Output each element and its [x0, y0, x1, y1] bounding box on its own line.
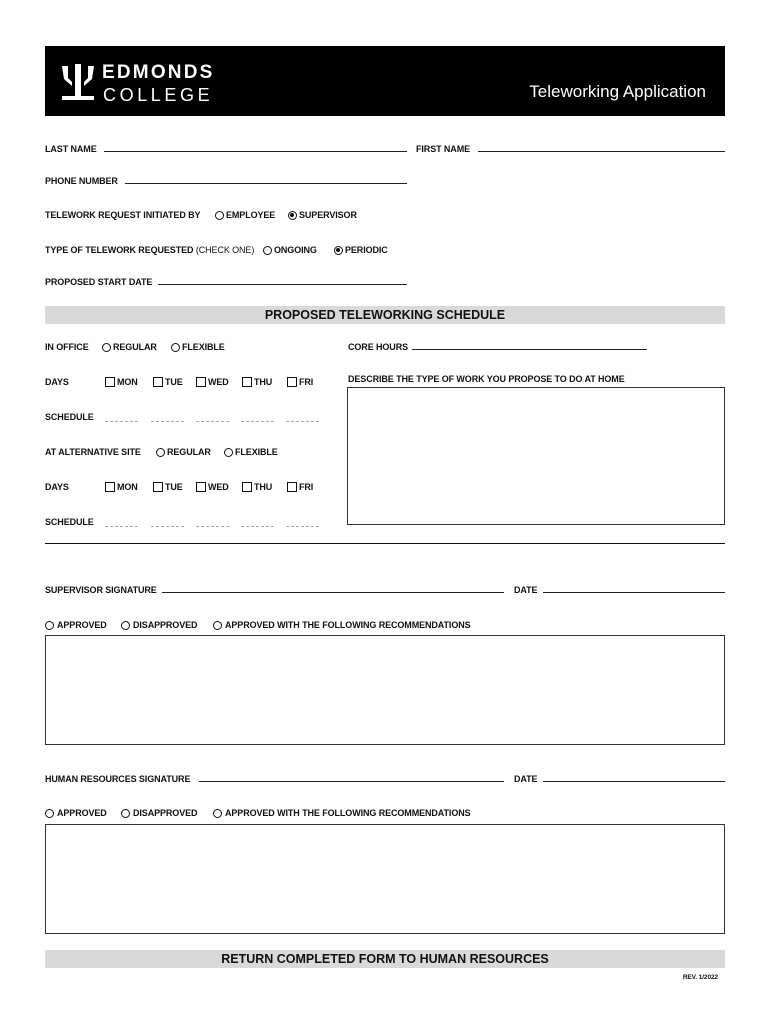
last-name-field[interactable]: [104, 151, 407, 152]
supervisor-disapproved-label: DISAPPROVED: [133, 620, 198, 630]
alt-schedule-fri-field[interactable]: [286, 526, 319, 527]
hr-signature-label: HUMAN RESOURCES SIGNATURE: [45, 774, 191, 784]
periodic-radio[interactable]: [334, 246, 343, 255]
supervisor-disapproved-radio[interactable]: [121, 621, 130, 630]
alt-mon-label: MON: [117, 482, 138, 492]
core-hours-field[interactable]: [412, 349, 647, 350]
in-office-flexible-label: FLEXIBLE: [182, 342, 225, 352]
supervisor-approved-label: APPROVED: [57, 620, 107, 630]
alt-site-flexible-label: FLEXIBLE: [235, 447, 278, 457]
alt-schedule-label: SCHEDULE: [45, 517, 94, 527]
office-schedule-fri-field[interactable]: [286, 421, 319, 422]
alt-days-label: DAYS: [45, 482, 69, 492]
office-thu-checkbox[interactable]: [242, 377, 252, 387]
office-fri-label: FRI: [299, 377, 314, 387]
employee-radio[interactable]: [215, 211, 224, 220]
office-schedule-label: SCHEDULE: [45, 412, 94, 422]
office-thu-label: THU: [254, 377, 273, 387]
hr-approved-recs-label: APPROVED WITH THE FOLLOWING RECOMMENDATIONS: [225, 808, 471, 818]
core-hours-label: CORE HOURS: [348, 342, 409, 352]
alt-wed-checkbox[interactable]: [196, 482, 206, 492]
hr-recommendations-textarea[interactable]: [45, 824, 725, 934]
alt-tue-checkbox[interactable]: [153, 482, 163, 492]
office-tue-label: TUE: [165, 377, 183, 387]
hr-date-field[interactable]: [543, 781, 725, 782]
alt-wed-label: WED: [208, 482, 229, 492]
office-wed-checkbox[interactable]: [196, 377, 206, 387]
last-name-label: LAST NAME: [45, 144, 97, 154]
hr-approved-label: APPROVED: [57, 808, 107, 818]
office-tue-checkbox[interactable]: [153, 377, 163, 387]
initiated-by-label: TELEWORK REQUEST INITIATED BY: [45, 210, 201, 220]
logo-wordmark-edmonds: EDMONDS: [102, 62, 215, 83]
office-schedule-thu-field[interactable]: [241, 421, 274, 422]
phone-number-label: PHONE NUMBER: [45, 176, 118, 186]
alt-schedule-tue-field[interactable]: [151, 526, 184, 527]
revision-label: REV. 1/2022: [682, 974, 718, 981]
alt-schedule-thu-field[interactable]: [241, 526, 274, 527]
office-mon-label: MON: [117, 377, 138, 387]
first-name-label: FIRST NAME: [416, 144, 470, 154]
hr-approved-recs-radio[interactable]: [213, 809, 222, 818]
supervisor-option-label: SUPERVISOR: [299, 210, 357, 220]
form-title: Teleworking Application: [529, 82, 706, 101]
office-days-label: DAYS: [45, 377, 69, 387]
supervisor-approved-radio[interactable]: [45, 621, 54, 630]
return-form-note: RETURN COMPLETED FORM TO HUMAN RESOURCES: [45, 950, 725, 968]
in-office-regular-radio[interactable]: [102, 343, 111, 352]
alt-fri-checkbox[interactable]: [287, 482, 297, 492]
trident-logo-icon: [60, 62, 96, 102]
alt-site-regular-radio[interactable]: [156, 448, 165, 457]
alt-thu-checkbox[interactable]: [242, 482, 252, 492]
office-schedule-wed-field[interactable]: [196, 421, 229, 422]
supervisor-date-field[interactable]: [543, 592, 725, 593]
telework-type-label: TYPE OF TELEWORK REQUESTED (CHECK ONE): [45, 245, 255, 255]
in-office-flexible-radio[interactable]: [171, 343, 180, 352]
supervisor-approved-recs-radio[interactable]: [213, 621, 222, 630]
periodic-option-label: PERIODIC: [345, 245, 388, 255]
first-name-field[interactable]: [478, 151, 725, 152]
employee-option-label: EMPLOYEE: [226, 210, 276, 220]
in-office-regular-label: REGULAR: [113, 342, 157, 352]
hr-approved-radio[interactable]: [45, 809, 54, 818]
start-date-field[interactable]: [158, 284, 407, 285]
supervisor-date-label: DATE: [514, 585, 538, 595]
alt-site-label: AT ALTERNATIVE SITE: [45, 447, 141, 457]
check-one-hint: (CHECK ONE): [195, 245, 255, 255]
alt-site-regular-label: REGULAR: [167, 447, 211, 457]
start-date-label: PROPOSED START DATE: [45, 277, 153, 287]
office-mon-checkbox[interactable]: [105, 377, 115, 387]
describe-work-textarea[interactable]: [347, 387, 725, 525]
supervisor-signature-field[interactable]: [162, 592, 504, 593]
logo-wordmark-college: COLLEGE: [103, 85, 214, 105]
hr-disapproved-label: DISAPPROVED: [133, 808, 198, 818]
office-schedule-tue-field[interactable]: [151, 421, 184, 422]
alt-fri-label: FRI: [299, 482, 314, 492]
schedule-section-title: PROPOSED TELEWORKING SCHEDULE: [45, 306, 725, 324]
describe-work-label: DESCRIBE THE TYPE OF WORK YOU PROPOSE TO DO AT HOME: [348, 374, 625, 384]
alt-mon-checkbox[interactable]: [105, 482, 115, 492]
office-fri-checkbox[interactable]: [287, 377, 297, 387]
ongoing-radio[interactable]: [263, 246, 272, 255]
supervisor-radio[interactable]: [288, 211, 297, 220]
alt-site-flexible-radio[interactable]: [224, 448, 233, 457]
in-office-label: IN OFFICE: [45, 342, 89, 352]
alt-schedule-wed-field[interactable]: [196, 526, 229, 527]
section-divider: [45, 543, 725, 544]
alt-schedule-mon-field[interactable]: [105, 526, 138, 527]
hr-disapproved-radio[interactable]: [121, 809, 130, 818]
office-wed-label: WED: [208, 377, 229, 387]
alt-tue-label: TUE: [165, 482, 183, 492]
phone-number-field[interactable]: [125, 183, 407, 184]
hr-date-label: DATE: [514, 774, 538, 784]
hr-signature-field[interactable]: [199, 781, 504, 782]
office-schedule-mon-field[interactable]: [105, 421, 138, 422]
supervisor-signature-label: SUPERVISOR SIGNATURE: [45, 585, 157, 595]
alt-thu-label: THU: [254, 482, 273, 492]
supervisor-approved-recs-label: APPROVED WITH THE FOLLOWING RECOMMENDATIONS: [225, 620, 471, 630]
ongoing-option-label: ONGOING: [274, 245, 317, 255]
supervisor-recommendations-textarea[interactable]: [45, 635, 725, 745]
